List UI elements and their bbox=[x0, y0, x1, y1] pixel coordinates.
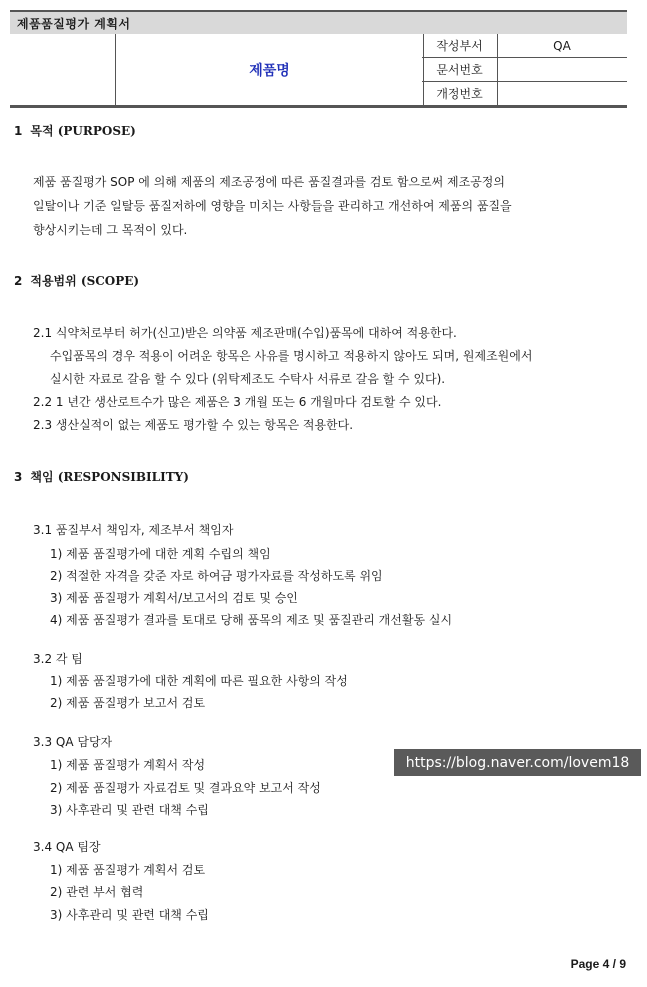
title-band bbox=[10, 10, 627, 34]
document-title: 제품품질평가 계획서 bbox=[17, 17, 131, 31]
section-number: 2 bbox=[14, 274, 23, 288]
scope-line-5: 2.3 생산실적이 없는 제품도 평가할 수 있는 항목은 적용한다. bbox=[33, 418, 354, 432]
list-item: 2) 제품 품질평가 자료검토 및 결과요약 보고서 작성 bbox=[50, 781, 321, 795]
section-number: 1 bbox=[14, 124, 23, 138]
list-item: 3) 사후관리 및 관련 대책 수립 bbox=[50, 803, 209, 817]
scope-line-3: 실시한 자료로 갈음 할 수 있다 (위탁제조도 수탁사 서류로 갈음 할 수 있다). bbox=[50, 372, 446, 386]
subsection-heading: 3.4 QA 팀장 bbox=[33, 840, 101, 854]
subsection-heading: 3.1 품질부서 책임자, 제조부서 책임자 bbox=[33, 523, 234, 537]
product-name: 제품명 bbox=[115, 34, 424, 105]
dept-value: QA bbox=[553, 38, 571, 53]
section-2-heading bbox=[14, 272, 139, 289]
subsection-heading: 3.3 QA 담당자 bbox=[33, 735, 113, 749]
section-title: 목적 (PURPOSE) bbox=[30, 124, 136, 138]
doc-number-value bbox=[497, 58, 627, 81]
list-item: 2) 관련 부서 협력 bbox=[50, 885, 144, 899]
page-number: Page 4 / 9 bbox=[570, 957, 626, 971]
section-3-heading bbox=[14, 468, 189, 485]
subsection-heading: 3.2 각 팀 bbox=[33, 652, 83, 666]
purpose-line-3: 향상시키는데 그 목적이 있다. bbox=[33, 223, 188, 237]
revision-value bbox=[497, 82, 627, 105]
list-item: 3) 제품 품질평가 계획서/보고서의 검토 및 승인 bbox=[50, 591, 298, 605]
list-item: 1) 제품 품질평가에 대한 계획에 따른 필요한 사항의 작성 bbox=[50, 674, 348, 688]
list-item: 4) 제품 품질평가 결과를 토대로 당해 품목의 제조 및 품질관리 개선활동 실시 bbox=[50, 613, 453, 627]
purpose-line-2: 일탈이나 기준 일탈등 품질저하에 영향을 미치는 사항들을 관리하고 개선하여 제품의 품질을 bbox=[33, 199, 512, 213]
header-table bbox=[10, 34, 627, 108]
list-item: 2) 적절한 자격을 갖준 자로 하여금 평가자료를 작성하도록 위임 bbox=[50, 569, 383, 583]
dept-label: 작성부서 bbox=[422, 34, 498, 57]
purpose-line-1: 제품 품질평가 SOP 에 의해 제품의 제조공정에 따른 품질결과를 검토 함으로써 제조공정의 bbox=[33, 175, 505, 189]
section-1-heading bbox=[14, 122, 136, 139]
section-number: 3 bbox=[14, 470, 23, 484]
list-item: 3) 사후관리 및 관련 대책 수립 bbox=[50, 908, 209, 922]
blog-watermark: https://blog.naver.com/lovem18 bbox=[394, 749, 641, 776]
scope-line-1: 2.1 식약처로부터 허가(신고)받은 의약품 제조판매(수입)품목에 대하여 적용한다. bbox=[33, 326, 457, 340]
section-title: 적용범위 (SCOPE) bbox=[30, 274, 140, 288]
list-item: 1) 제품 품질평가에 대한 계획 수립의 책임 bbox=[50, 547, 271, 561]
doc-number-label: 문서번호 bbox=[422, 58, 498, 81]
scope-line-2: 수입품목의 경우 적용이 어려운 항목은 사유를 명시하고 적용하지 않아도 되며, 원제조원에서 bbox=[50, 349, 533, 363]
revision-label: 개정번호 bbox=[422, 82, 498, 105]
section-title: 책임 (RESPONSIBILITY) bbox=[30, 470, 189, 484]
list-item: 2) 제품 품질평가 보고서 검토 bbox=[50, 696, 206, 710]
list-item: 1) 제품 품질평가 계획서 작성 bbox=[50, 758, 206, 772]
list-item: 1) 제품 품질평가 계획서 검토 bbox=[50, 863, 206, 877]
scope-line-4: 2.2 1 년간 생산로트수가 많은 제품은 3 개월 또는 6 개월마다 검토할 수 있다. bbox=[33, 395, 442, 409]
